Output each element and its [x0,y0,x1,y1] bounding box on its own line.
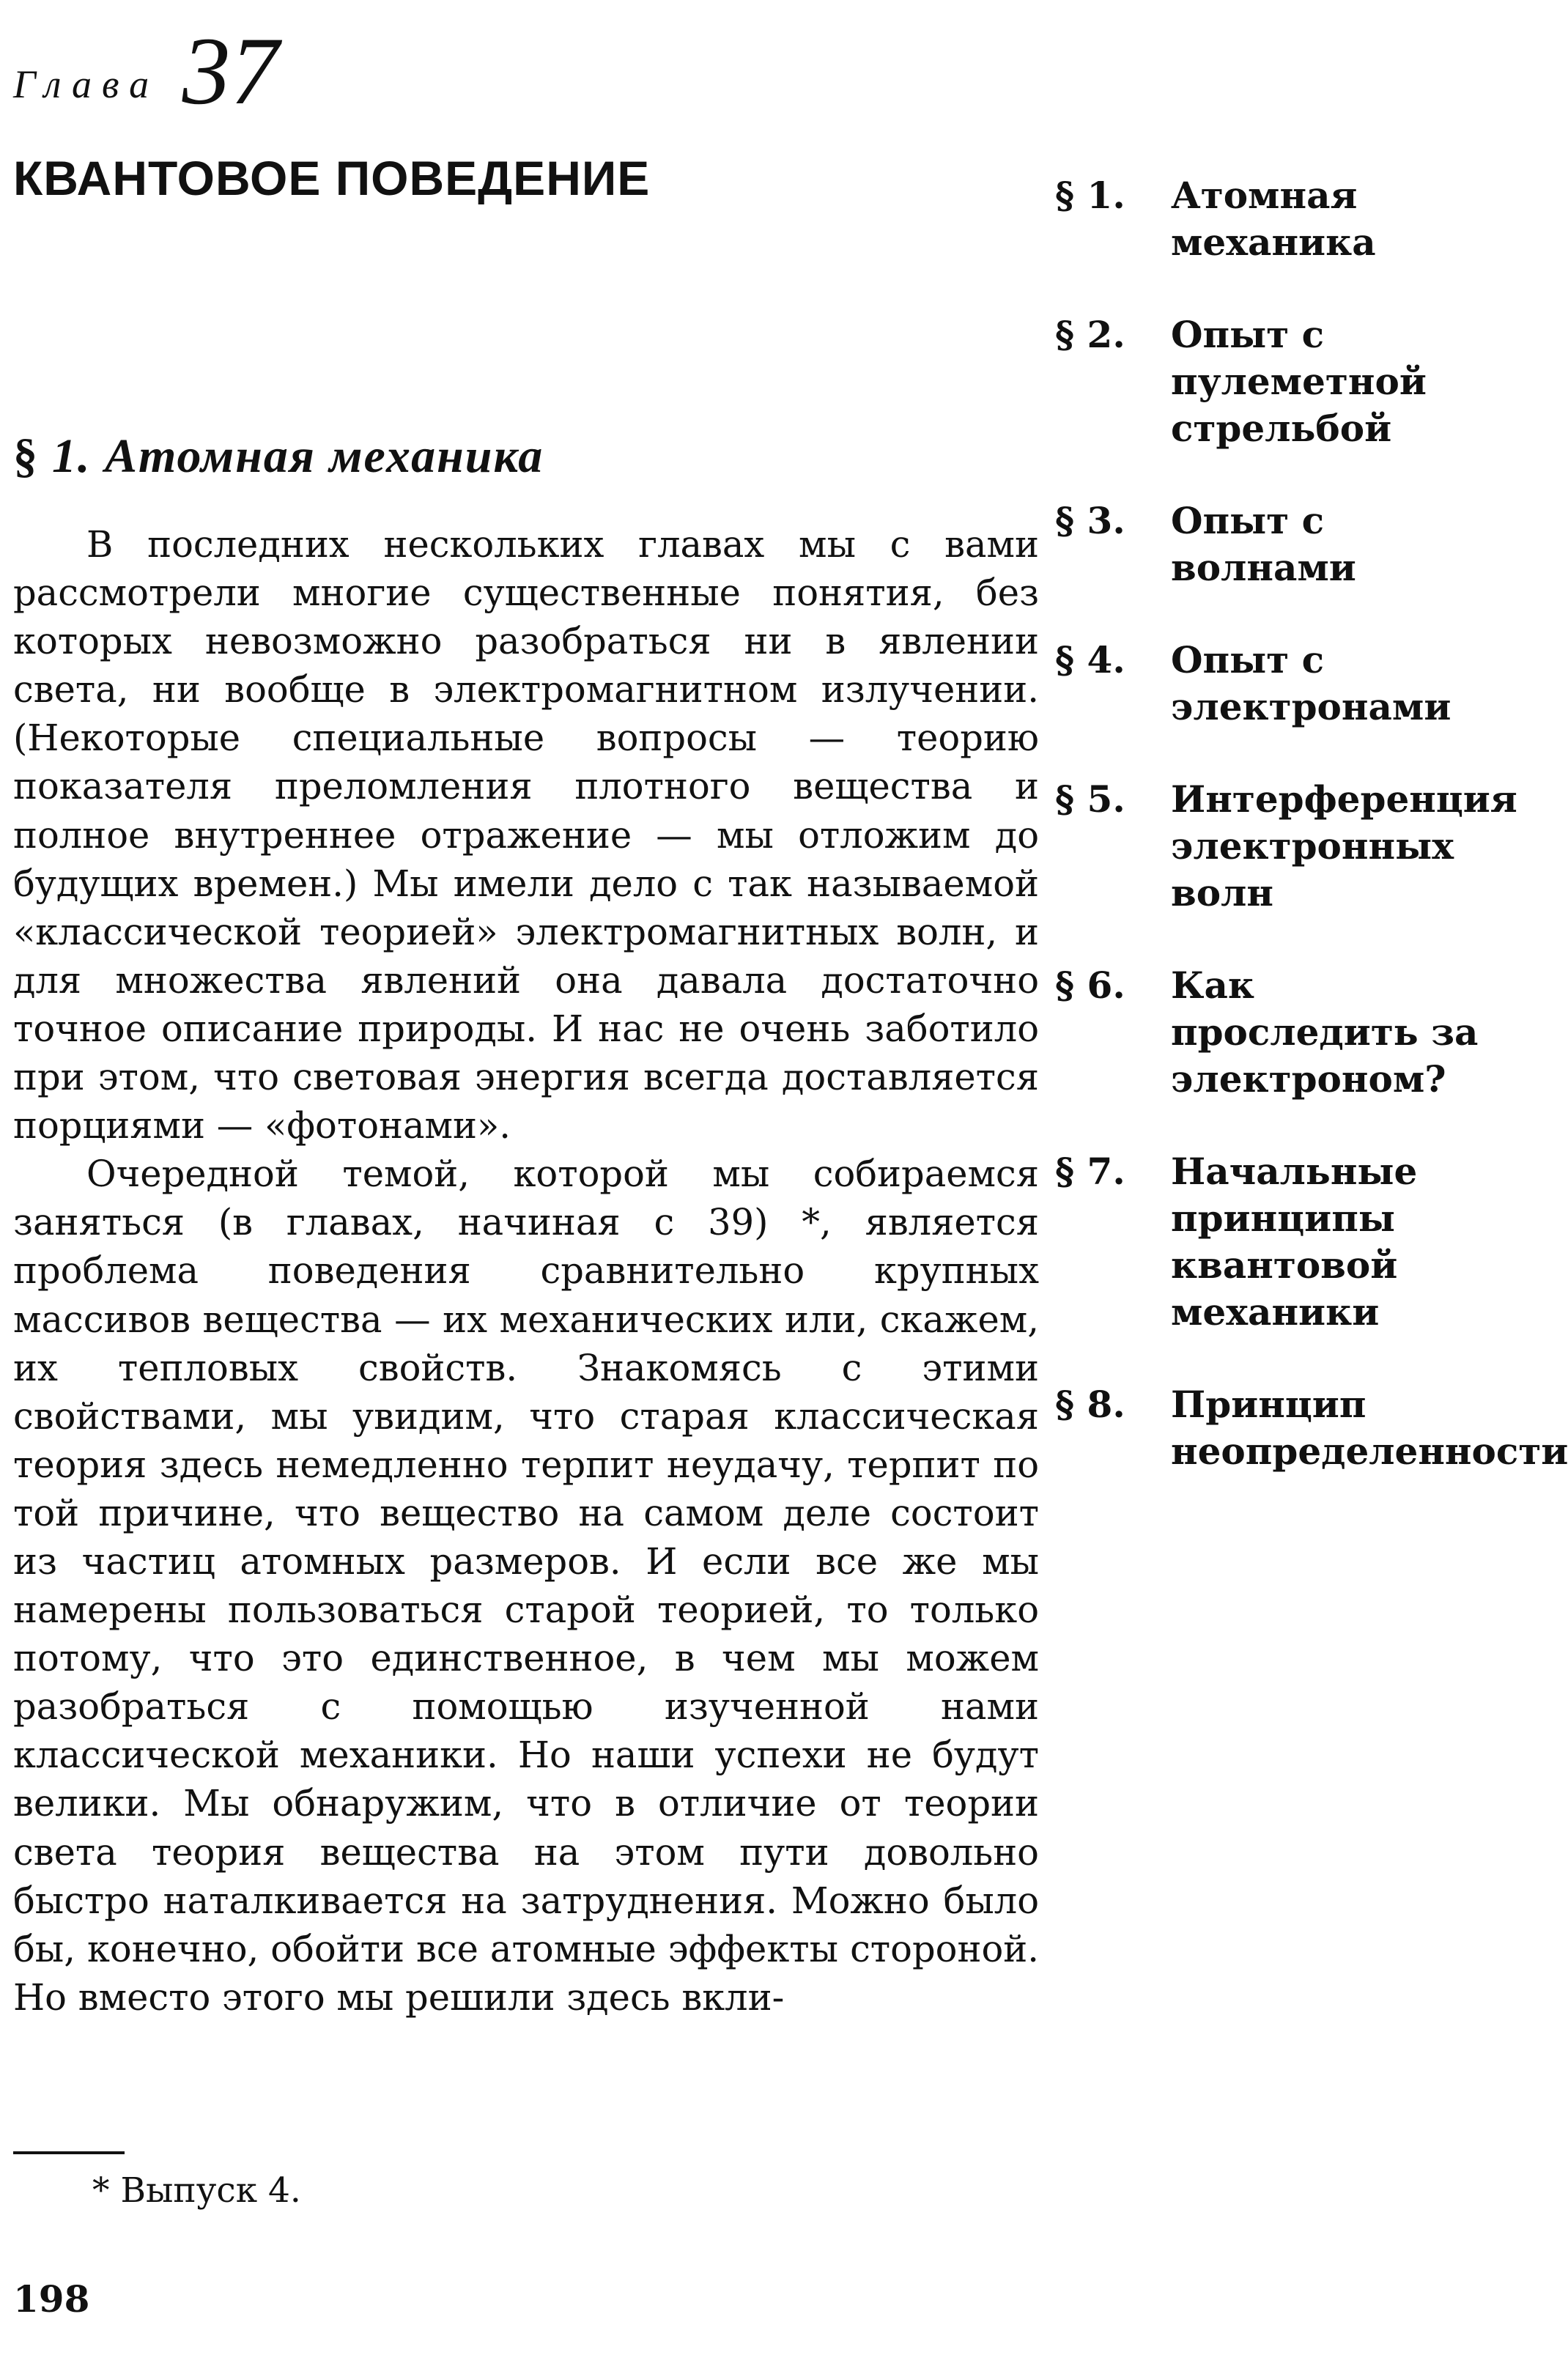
toc-item-2 [1055,311,1495,452]
toc-number: § 8. [1055,1383,1125,1426]
chapter-number: 37 [182,17,279,125]
toc-title: Атомная механика [1171,174,1376,264]
chapter-title: КВАНТОВОЕ ПОВЕДЕНИЕ [13,151,651,205]
toc-title: Как проследить за электроном? [1171,964,1479,1101]
toc-number: § 4. [1055,638,1125,681]
toc-title: Начальные принципы квантовой механики [1171,1150,1418,1334]
toc-number: § 6. [1055,964,1125,1007]
toc-title: Опыт с пулеметной стрельбой [1171,313,1427,450]
body-text [13,520,1039,2022]
section-heading [13,429,544,484]
toc-number: § 3. [1055,499,1125,542]
toc-item-3 [1055,498,1495,591]
toc-title: Опыт с электронами [1171,638,1451,728]
chapter-label-word: Глава [13,62,160,106]
section-heading-text: 1. Атомная механика [52,429,544,483]
toc-item-8 [1055,1381,1568,1475]
footnote-divider [13,2151,125,2154]
paragraph-1: В последних нескольких главах мы с вами рассмотрели многие существенные понятия, без которых невозможно разобраться ни в явлении света, ни вообще в электромагнитном излучении. (Некоторые специальные вопросы — теорию показателя преломления плотного вещества и полное внутреннее отражение — мы отложим до будущих времен.) Мы имели дело с так называемой «классической теорией» электромагнитных волн, и для множества явлений она давала достаточно точное описание природы. И нас не очень заботило при этом, что световая энергия всегда доставляется порциями — «фотонами». [13,523,1039,1147]
toc-item-6 [1055,962,1495,1103]
footnote: * Выпуск 4. [92,2170,301,2211]
toc-number: § 7. [1055,1150,1125,1193]
toc-title: Интерференция электронных волн [1171,777,1517,914]
toc-title: Опыт с волнами [1171,499,1356,589]
toc-item-5 [1055,776,1517,917]
toc-number: § 2. [1055,313,1125,356]
page-number: 198 [13,2277,90,2321]
chapter-label [13,15,279,127]
toc-item-1 [1055,172,1495,266]
toc-title: Принцип неопределенности [1171,1383,1568,1473]
toc-number: § 5. [1055,777,1125,821]
toc-item-4 [1055,637,1495,731]
section-contents-list [1055,172,1568,1520]
section-sign: § [13,429,39,483]
paragraph-2: Очередной темой, которой мы собираемся заняться (в главах, начиная с 39) *, является проблема поведения сравнительно крупных массивов вещества — их механических или, скажем, их тепловых свойств. Знакомясь с этими свойствами, мы увидим, что старая классическая теория здесь немедленно терпит неудачу, терпит по той причине, что вещество на самом деле состоит из частиц атомных размеров. И если все же мы намерены пользоваться старой теорией, то только потому, что это единственное, в чем мы можем разобраться с помощью изученной нами классической механики. Но наши успехи не будут велики. Мы обнаружим, что в отличие от теории света теория вещества на этом пути довольно быстро наталкивается на затруднения. Можно было бы, конечно, обойти все атомные эффекты стороной. Но вместо этого мы решили здесь вкли- [13,1153,1039,2019]
toc-number: § 1. [1055,174,1125,217]
toc-item-7 [1055,1148,1495,1336]
